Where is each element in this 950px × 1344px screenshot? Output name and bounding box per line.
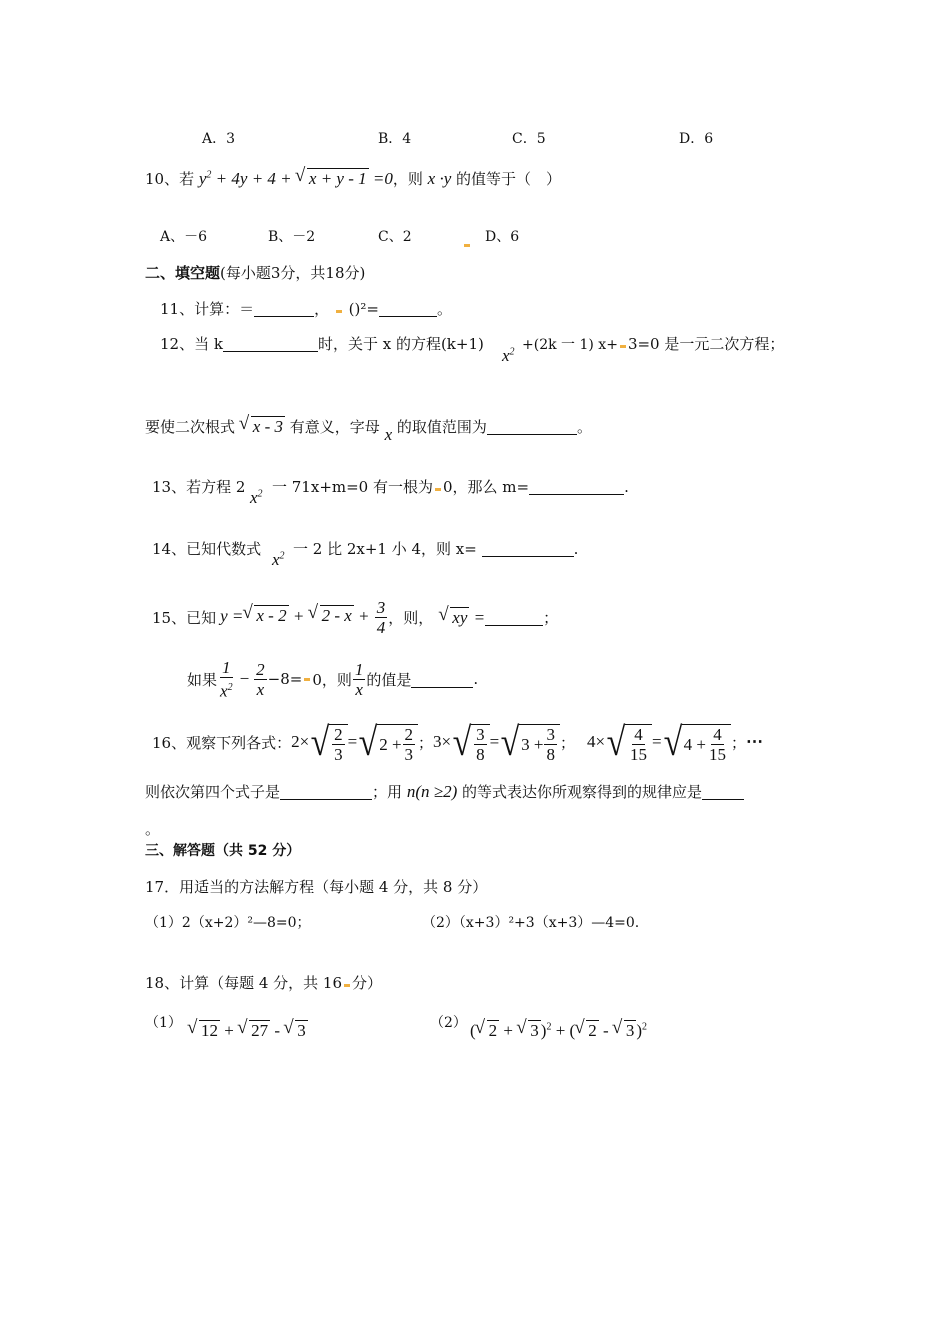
question-13 — [152, 476, 245, 497]
q16-line2-b: ；用 — [372, 783, 403, 801]
q14-continued — [293, 538, 578, 559]
q16-line2-a: 则依次第四个式子是 — [145, 783, 281, 801]
q18-part-1-label: （1） — [145, 1015, 182, 1031]
answer-blank[interactable] — [485, 609, 543, 626]
q12-line2-d: 。 — [576, 418, 592, 436]
q9-option-a: A．3 — [202, 131, 236, 147]
question-15-line2: 如果 $\frac{1}{x^2}$ − $\frac{2}{x}$ −8= 0，则 $\frac{1}{x}$ 的值是 . — [187, 658, 479, 701]
answer-blank[interactable] — [487, 418, 577, 435]
q10-mid: ，则 — [392, 170, 423, 188]
section-3-title: 三、解答题（共 52 分） — [145, 843, 301, 859]
q16-condition: n(n ≥2) — [406, 782, 458, 801]
q10-number: 10、若 — [145, 170, 195, 188]
q12-line2-a: 要使二次根式 — [145, 418, 236, 436]
q11-text-b: ， — [314, 300, 330, 318]
q10-product: x ·y — [427, 169, 452, 188]
q15-root-xy: √ xy = — [439, 607, 485, 628]
question-12 — [160, 333, 484, 354]
q13-continued — [272, 476, 629, 497]
q10-option-a: A、－6 — [160, 229, 208, 245]
q16-text-a: 16、观察下列各式： — [152, 733, 292, 752]
q16-line3: 。 — [145, 820, 161, 838]
q15-line2-e: . — [473, 670, 479, 689]
q12-continued — [522, 333, 784, 354]
q13-text-a: 13、若方程 2 — [152, 478, 246, 496]
q15-frac-1-x: $\frac{1}{x}$ — [354, 659, 364, 699]
section-2-note: (每小题3分，共18分) — [220, 264, 366, 282]
q18-title — [145, 972, 382, 993]
q11-text-a: 11、计算：＝ — [160, 300, 255, 318]
q12-radical: √ x - 3 — [240, 417, 285, 436]
q13-x-squared: $x^2$ — [250, 488, 263, 507]
answer-blank[interactable] — [482, 540, 574, 557]
q18-title-b: 分） — [352, 974, 383, 992]
question-11 — [160, 298, 452, 319]
answer-blank[interactable] — [254, 300, 314, 317]
q12-x-squared: $x^2$ — [502, 346, 515, 365]
q17-part-1: （1）2（x+2）²—8=0； — [145, 915, 311, 931]
q12-text-d: 3=0 是一元二次方程； — [627, 335, 785, 353]
q10-option-c: C、2 — [378, 229, 412, 245]
q15-line2-d: 的值是 — [366, 670, 412, 689]
highlight-mark — [304, 678, 310, 681]
q16-formula-3: 4× √ $\frac{4}{15}$ = √ 4 + $\frac{4}{15}$ — [587, 720, 731, 764]
q10-option-d: D、6 — [485, 229, 520, 245]
q13-text-b: 一 71x+m=0 有一根为 — [272, 478, 433, 496]
answer-blank[interactable] — [379, 300, 437, 317]
q12-line2-c: 的取值范围为 — [396, 418, 487, 436]
question-15 — [152, 598, 558, 637]
answer-blank[interactable] — [702, 783, 744, 800]
q11-text-c: ()²= — [348, 300, 379, 318]
q12-text-c: +(2k 一 1) x+ — [522, 337, 618, 353]
q15-text-c: ； — [543, 609, 559, 627]
question-10 — [145, 168, 561, 189]
q14-x-squared: $x^2$ — [272, 550, 285, 569]
q16-sep-1: ； — [418, 733, 434, 752]
q14-text-b: 一 2 比 2x+1 小 4，则 x= — [293, 540, 477, 558]
q16-sep-3: ； — [730, 733, 746, 752]
q10-equation: $y^2 + 4y + 4$ + √ x + y - 1 =0 — [199, 169, 393, 188]
q12-var-x: x — [384, 425, 393, 444]
q15-frac-2-x: $\frac{2}{x}$ — [256, 659, 265, 699]
q17-title: 17．用适当的方法解方程（每小题 4 分，共 8 分） — [145, 878, 488, 896]
q15-text-b: ，则， — [388, 609, 434, 627]
answer-blank[interactable] — [223, 335, 318, 352]
highlight-mark — [620, 345, 626, 348]
q9-option-b: B．4 — [378, 131, 412, 147]
q12-text-a: 12、当 k — [160, 335, 223, 353]
question-16-line2 — [145, 781, 744, 802]
q15-equation: y =√ x - 2 + √ 2 - x + $\frac{3}{4}$ — [220, 598, 388, 637]
highlight-mark — [462, 234, 472, 252]
q16-formula-2: 3× √ $\frac{3}{8}$ = √ 3 + $\frac{3}{8}$ — [433, 720, 560, 764]
section-2-title: 二、填空题 — [145, 264, 221, 282]
q15-text-a: 15、已知 — [152, 609, 217, 627]
answer-blank[interactable] — [280, 783, 372, 800]
q12-text-b: 时，关于 x 的方程(k+1) — [317, 335, 484, 353]
q15-line2-b: −8= — [267, 670, 303, 689]
q11-text-d: 。 — [436, 300, 452, 318]
q16-formula-1: 2× √ $\frac{2}{3}$ = √ 2 + $\frac{2}{3}$ — [291, 720, 418, 764]
q16-line2-c: 的等式表达你所观察得到的规律应是 — [462, 783, 703, 801]
q10-option-b: B、－2 — [268, 229, 316, 245]
q15-line2-c: 0，则 — [312, 670, 352, 689]
question-16 — [152, 720, 763, 764]
q9-option-d: D．6 — [679, 131, 714, 147]
q13-text-c: 0，那么 m= — [443, 478, 530, 496]
q18-title-a: 18、计算（每题 4 分，共 16 — [145, 974, 343, 992]
question-12-line2 — [145, 416, 592, 444]
q14-text-a: 14、已知代数式 — [152, 540, 262, 558]
q10-tail: 的值等于（ ） — [456, 170, 562, 188]
q12-line2-b: 有意义，字母 — [289, 418, 380, 436]
answer-blank[interactable] — [411, 671, 473, 688]
q15-line2-a: 如果 — [187, 670, 218, 689]
highlight-mark — [344, 984, 350, 987]
answer-blank[interactable] — [529, 478, 624, 495]
q17-part-2: （2）（x+3）²+3（x+3）—4=0. — [422, 915, 640, 931]
q14-text-c: . — [573, 540, 579, 558]
q18-part-1-expression: √ 12 + √ 27 - √ 3 — [188, 1020, 308, 1041]
q15-frac-1-x2: $\frac{1}{x^2}$ — [220, 658, 233, 701]
q13-text-d: . — [624, 478, 629, 496]
q16-dots: ⋯ — [745, 732, 763, 751]
highlight-mark — [435, 488, 441, 491]
q18-part-2-expression: (√ 2 + √ 3 )$^2$ + (√ 2 - √ 3 )$^2$ — [470, 1020, 647, 1041]
section-2-heading — [145, 262, 365, 283]
question-14 — [152, 538, 261, 559]
q18-part-2-label: （2） — [430, 1015, 467, 1031]
q16-sep-2: ； — [559, 733, 575, 752]
q9-option-c: C．5 — [512, 131, 546, 147]
highlight-mark — [336, 310, 342, 313]
